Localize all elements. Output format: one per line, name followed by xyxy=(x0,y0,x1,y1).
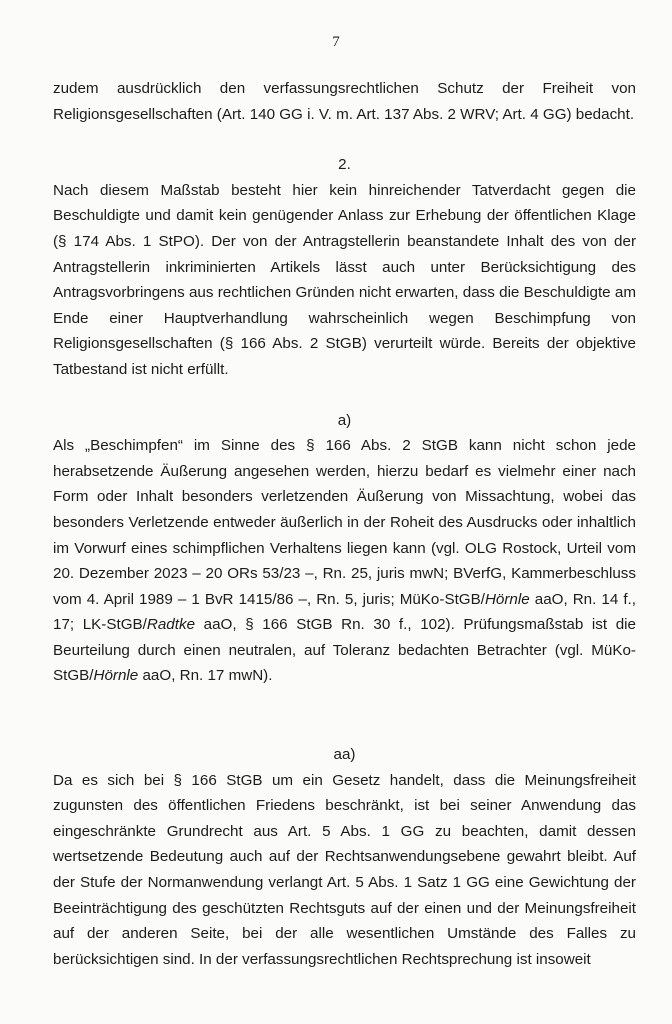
paragraph-a-text-4: aaO, Rn. 17 mwN). xyxy=(138,667,273,685)
section-heading-2: 2. xyxy=(338,156,351,174)
paragraph-section-2: Nach diesem Maßstab besteht hier kein hinreichender Tatverdacht gegen die Beschuldigte und damit kein genügender Anlass zur Erhebung der öffentlichen Klage (§ 174 Abs. 1 StPO). Der von der Antragstellerin beanstandete Inhalt des von der Antragstellerin inkriminierten Artikels lässt auch unter Berücksichtigung des Antragsvorbringens aus rechtlichen Gründen nicht erwarten, dass die Beschuldigte am Ende einer Hauptverhandlung wahrscheinlich wegen Beschimpfung von Religionsgesellschaften (§ 166 Abs. 2 StGB) verurteilt würde. Bereits der objektive Tatbestand ist nicht erfüllt. xyxy=(53,181,636,378)
page-number: 7 xyxy=(332,34,340,50)
paragraph-a-text-3: aaO, § 166 StGB Rn. 30 f., 102). Prüfungsmaßstab ist die Beurteilung durch einen neutralen, auf Toleranz bedachten Betrachter (vgl. MüKo-StGB/ xyxy=(53,616,637,685)
author-hoernle-1: Hörnle xyxy=(484,590,530,608)
document-body xyxy=(53,76,636,972)
author-hoernle-2: Hörnle xyxy=(93,667,139,685)
section-heading-a: a) xyxy=(337,411,352,429)
paragraph-a-text-2: aaO, Rn. 14 f., 17; LK-StGB/ xyxy=(53,590,636,634)
section-heading-aa: aa) xyxy=(333,746,356,764)
paragraph-a-text-1: Als „Beschimpfen“ im Sinne des § 166 Abs. 2 StGB kann nicht schon jede herabsetzende Äußerung angesehen werden, hierzu bedarf es vielmehr einer nach Form oder Inhalt besonders verletzenden Äußerung von Missachtung, wobei das besonders Verletzende entweder äußerlich in der Roheit des Ausdrucks oder inhaltlich im Vorwurf eines schimpflichen Verhaltens liegen kann (vgl. OLG Rostock, Urteil vom 20. Dezember 2023 – 20 ORs 53/23 –, Rn. 25, juris mwN; BVerfG, Kammerbeschluss vom 4. April 1989 – 1 BvR 1415/86 –, Rn. 5, juris; MüKo-StGB/ xyxy=(53,437,636,608)
author-radtke: Radtke xyxy=(146,616,196,634)
paragraph-intro: zudem ausdrücklich den verfassungsrechtlichen Schutz der Freiheit von Religionsgesellschaften (Art. 140 GG i. V. m. Art. 137 Abs. 2 WRV; Art. 4 GG) bedacht. xyxy=(53,80,636,123)
paragraph-section-aa: Da es sich bei § 166 StGB um ein Gesetz handelt, dass die Meinungsfreiheit zugunsten des öffentlichen Friedens beschränkt, ist bei seiner Anwendung das eingeschränkte Grundrecht aus Art. 5 Abs. 1 GG zu beachten, damit dessen wertsetzende Bedeutung auch auf der Rechtsanwendungsebene gewahrt bleibt. Auf der Stufe der Normanwendung verlangt Art. 5 Abs. 1 Satz 1 GG eine Gewichtung der Beeinträchtigung des geschützten Rechtsguts auf der einen und der Meinungsfreiheit auf der anderen Seite, bei der alle wesentlichen Umstände des Falles zu berücksichtigen sind. In der verfassungsrechtlichen Rechtsprechung ist insoweit xyxy=(53,771,636,968)
paragraph-section-a xyxy=(53,433,636,689)
